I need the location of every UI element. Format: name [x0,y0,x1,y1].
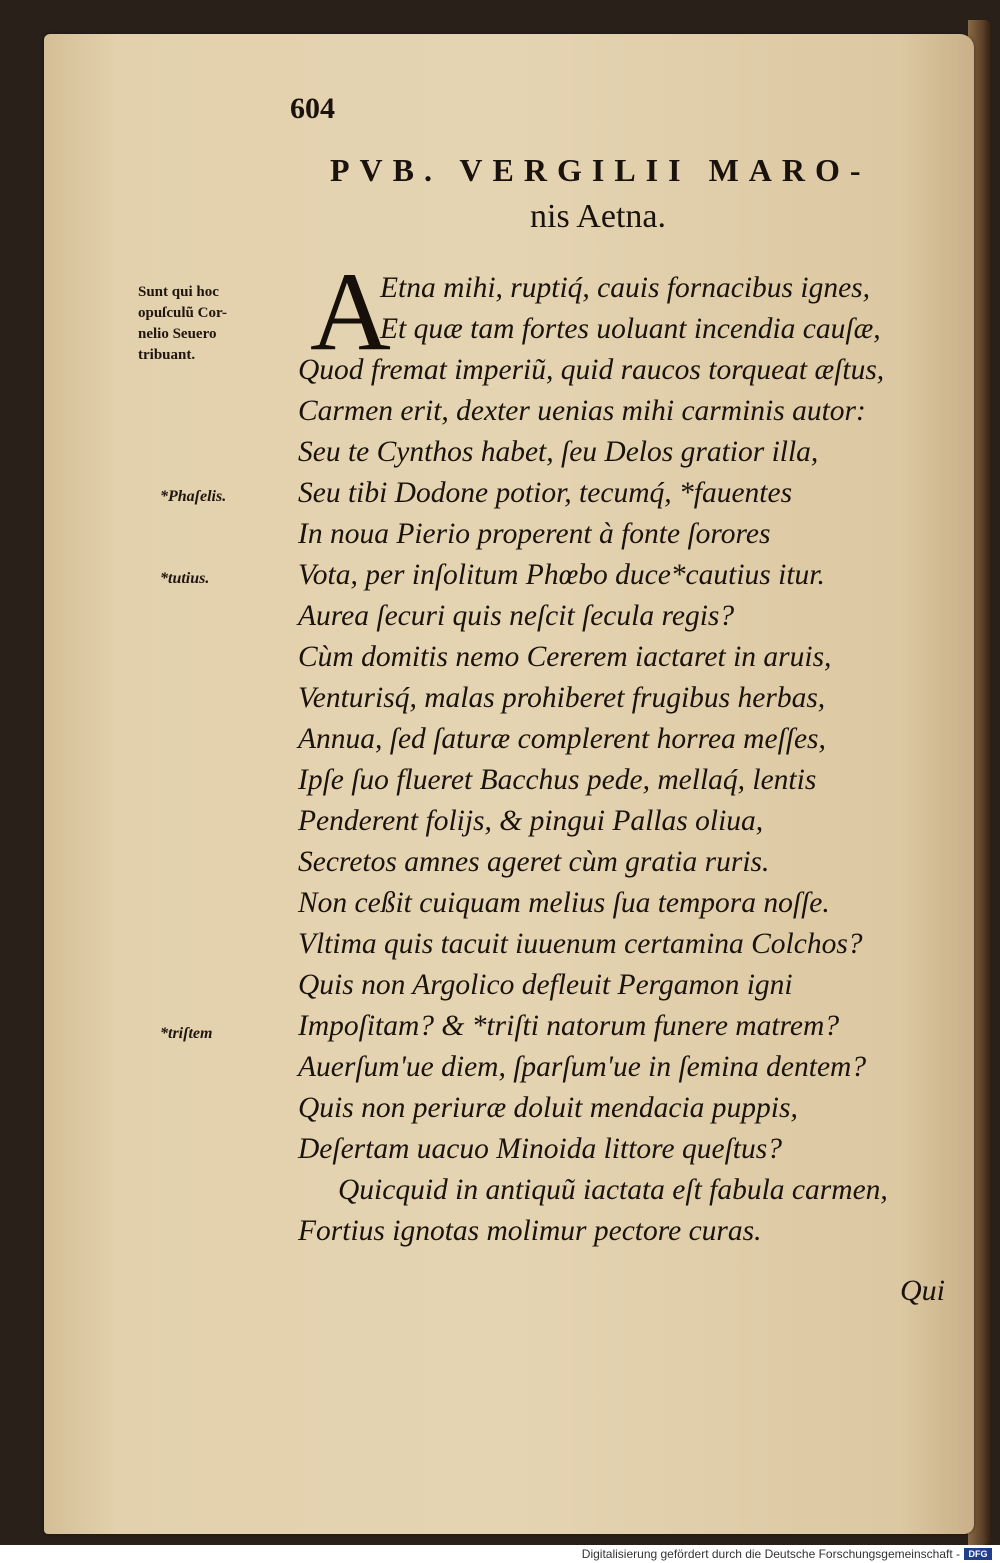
funding-credit: Digitalisierung gefördert durch die Deutsche Forschungsgemeinschaft - [581,1547,960,1561]
verse-line: Vota, per inſolitum Phœbo duce*cautius itur. [298,559,825,591]
verse-line: Deſertam uacuo Minoida littore queſtus? [298,1133,782,1165]
verse-line: Ipſe ſuo flueret Bacchus pede, mellaq́, lentis [298,764,817,796]
margin-note [138,282,288,366]
verse-line: Quicquid in antiquũ iactata eſt fabula carmen, [338,1174,888,1206]
verse-line: Fortius ignotas molimur pectore curas. [298,1215,762,1247]
margin-note-line: nelio Seuero [138,326,217,342]
page-number: 604 [290,92,335,125]
margin-gloss: *tutius. [160,570,210,587]
verse-line: Seu tibi Dodone potior, tecumq́, *fauentes [298,477,793,509]
margin-note-line: Sunt qui hoc [138,284,219,300]
verse-line: Aurea ſecuri quis neſcit ſecula regis? [298,600,735,632]
verse-line: Et quæ tam fortes uoluant incendia cauſæ, [380,313,881,345]
verse-line: Quis non Argolico defleuit Pergamon igni [298,969,793,1001]
verse-line: Carmen erit, dexter uenias mihi carminis autor: [298,395,866,427]
verse-line: In noua Pierio properent à fonte ſorores [298,518,771,550]
verse-line: Seu te Cynthos habet, ſeu Delos gratior illa, [298,436,819,468]
verse-line: Quod fremat imperiũ, quid raucos torqueat æſtus, [298,354,885,386]
verse-line: Cùm domitis nemo Cererem iactaret in aruis, [298,641,832,673]
verse-line: Etna mihi, ruptiq́, cauis fornacibus ignes, [380,272,871,304]
verse-line: Quis non periuræ doluit mendacia puppis, [298,1092,798,1124]
verse-line: Secretos amnes ageret cùm gratia ruris. [298,846,770,878]
verse-line: Venturisq́, malas prohiberet frugibus herbas, [298,682,826,714]
page-title-line-2: nis Aetna. [530,198,666,235]
dfg-logo: DFG [964,1548,992,1560]
margin-gloss: *triſtem [160,1025,213,1042]
page-title-line-1: PVB. VERGILII MARO- [330,152,871,188]
catchword: Qui [900,1274,945,1307]
verse-line: Non ceßit cuiquam melius ſua tempora noſſe. [298,887,830,919]
verse-line: Penderent folijs, & pingui Pallas oliua, [298,805,764,837]
margin-gloss: *Phaſelis. [160,488,227,505]
verse-line: Annua, ſed ſaturæ complerent horrea meſſes, [298,723,826,755]
margin-note-line: opuſculũ Cor- [138,305,228,321]
verse-line: Auerſum'ue diem, ſparſum'ue in ſemina dentem? [298,1051,867,1083]
drop-capital: A [310,250,391,374]
verse-line: Impoſitam? & *triſti natorum funere matrem? [298,1010,840,1042]
margin-note-line: tribuant. [138,347,196,363]
verse-line: Vltima quis tacuit iuuenum certamina Colchos? [298,928,863,960]
